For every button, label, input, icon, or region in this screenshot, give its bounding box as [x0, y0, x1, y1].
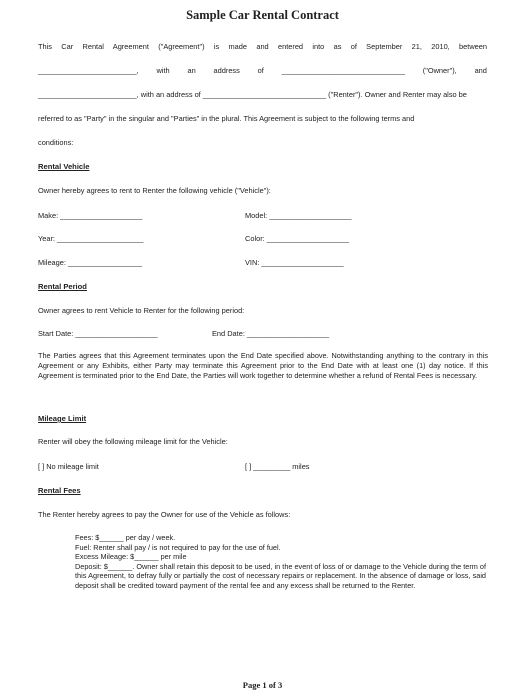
document-title: Sample Car Rental Contract — [186, 8, 339, 22]
year-field[interactable]: Year: _____________________ — [38, 234, 144, 243]
rental-vehicle-lead: Owner hereby agrees to rent to Renter the following vehicle ("Vehicle"): — [38, 186, 271, 195]
termination-paragraph: The Parties agrees that this Agreement terminates upon the End Date specified above. Notwithstanding anything to the contrary in this Agreement or any Exhibits, either Party may terminate this Agreement prior to the End Date with at least one (1) day notice. If this Agreement is terminated prior to the End Date, the Parties will work together to determine whether a refund of Rental Fees is necessary. — [38, 351, 488, 380]
vin-field[interactable]: VIN: ____________________ — [245, 258, 344, 267]
an-word: an — [187, 66, 196, 75]
intro-line-5: conditions: — [38, 138, 74, 147]
owner-address-blank[interactable]: ______________________________ — [281, 66, 405, 75]
mileage-limit-miles-checkbox[interactable]: [ ] _________ miles — [245, 462, 310, 471]
excess-mileage-field[interactable]: Excess Mileage: $______ per mile — [75, 552, 187, 562]
fuel-line: Fuel: Renter shall pay / is not required to pay for the use of fuel. — [75, 542, 281, 552]
rental-period-heading: Rental Period — [38, 282, 87, 291]
rental-vehicle-heading: Rental Vehicle — [38, 162, 90, 171]
renter-name-blank[interactable]: ________________________, — [38, 66, 139, 75]
rental-fees-lead: The Renter hereby agrees to pay the Owner for use of the Vehicle as follows: — [38, 510, 291, 519]
page-number: Page 1 of 3 — [242, 680, 283, 690]
start-date-field[interactable]: Start Date: ____________________ — [38, 329, 158, 338]
rental-fees-heading: Rental Fees — [38, 486, 81, 495]
of-word: of — [257, 66, 264, 75]
and-word: and — [474, 66, 487, 75]
address-word: address — [213, 66, 240, 75]
mileage-field[interactable]: Mileage: __________________ — [38, 258, 142, 267]
fees-block — [75, 533, 486, 591]
intro-line-1: This Car Rental Agreement ("Agreement") is made and entered into as of September 21, 2010, between — [38, 42, 487, 51]
make-field[interactable]: Make: ____________________ — [38, 211, 143, 220]
deposit-paragraph: Deposit: $______. Owner shall retain this deposit to be used, in the event of loss of or damage to the Vehicle during the term of this Agreement, to defray fully or partially the cost of necessary repairs or replacement. In the absence of damage or loss, said deposit shall be credited toward payment of the rental fee and any excess shall be returned to the Renter. — [75, 561, 486, 590]
intro-line-3: ________________________, with an address of ______________________________ ("Renter"). Owner and Renter may also be — [38, 90, 467, 99]
color-field[interactable]: Color: ____________________ — [245, 234, 349, 243]
mileage-limit-lead: Renter will obey the following mileage limit for the Vehicle: — [38, 437, 228, 446]
fees-per-day-field[interactable]: Fees: $______ per day / week. — [75, 533, 176, 542]
rental-period-lead: Owner agrees to rent Vehicle to Renter for the following period: — [38, 306, 245, 315]
with-word: with — [156, 66, 170, 75]
no-mileage-limit-checkbox[interactable]: [ ] No mileage limit — [38, 462, 99, 471]
end-date-field[interactable]: End Date: ____________________ — [212, 329, 330, 338]
owner-label: ("Owner"), — [422, 66, 457, 75]
mileage-limit-heading: Mileage Limit — [38, 414, 87, 423]
intro-line-4: referred to as "Party" in the singular and "Parties" in the plural. This Agreement is subject to the following terms and — [38, 114, 415, 123]
intro-line-2 — [38, 66, 487, 75]
model-field[interactable]: Model: ____________________ — [245, 211, 352, 220]
